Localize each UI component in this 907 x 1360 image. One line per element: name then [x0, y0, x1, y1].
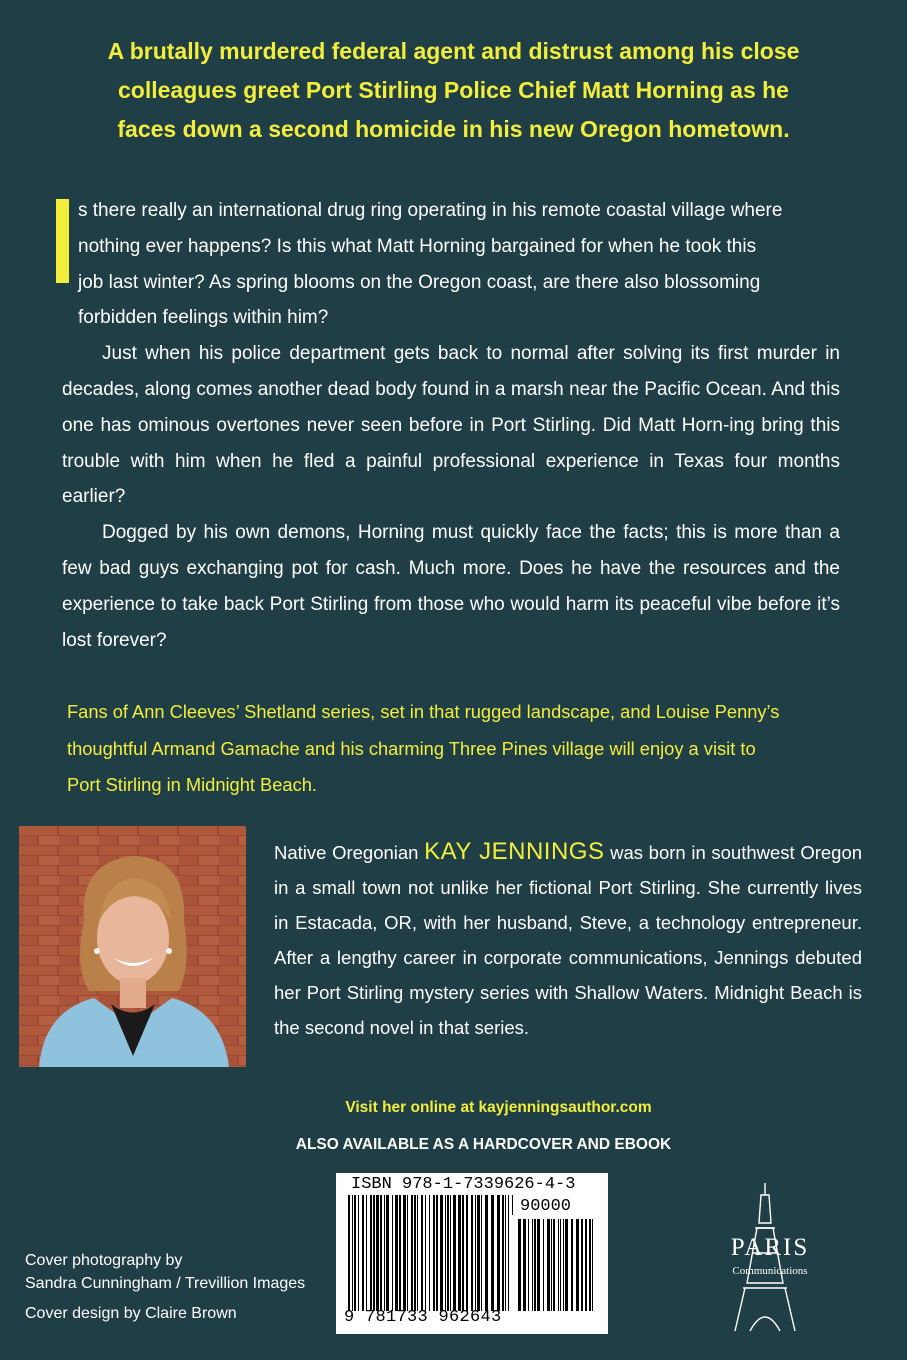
comparison-blurb	[67, 694, 857, 804]
author-website: Visit her online at kayjenningsauthor.com	[345, 1099, 652, 1116]
synopsis-line: s there really an international drug ring operating in his remote coastal village where	[78, 200, 783, 221]
blurb-line: thoughtful Armand Gamache and his charming Three Pines village will enjoy a visit to	[67, 737, 756, 759]
author-name: KAY JENNINGS	[424, 838, 605, 865]
synopsis	[62, 193, 840, 658]
synopsis-line: forbidden feelings within him?	[78, 307, 329, 329]
credit-line: Cover photography by	[25, 1252, 183, 1269]
blurb-line: Port Stirling in Midnight Beach.	[67, 774, 317, 795]
synopsis-paragraph-2: Just when his police department gets back to normal after solving its first murder in decades, along comes another dead body found in a marsh near the Pacific Ocean. And this one has ominous overtones never seen before in Port Stirling. Did Matt Horn-ing bring this trouble with him when he fled a painful professional experience in Texas four months earlier?	[62, 343, 840, 508]
synopsis-paragraph-1	[62, 193, 840, 336]
formats-note: ALSO AVAILABLE AS A HARDCOVER AND EBOOK	[295, 1136, 672, 1153]
drop-cap-bar	[56, 199, 69, 283]
publisher-logo	[705, 1183, 825, 1333]
headline-line: A brutally murdered federal agent and distrust among his close	[107, 38, 800, 64]
isbn-text: ISBN 978-1-7339626-4-3	[351, 1175, 576, 1194]
headline-line: colleagues greet Port Stirling Police Chief Matt Horning as he	[118, 77, 789, 103]
publisher-subtitle: Communications	[732, 1265, 808, 1277]
bio-prefix: Native Oregonian	[274, 842, 419, 863]
author-photo	[19, 826, 246, 1067]
barcode-digits: 9 781733 962643	[344, 1308, 502, 1327]
synopsis-paragraph-3: Dogged by his own demons, Horning must quickly face the facts; this is more than a few bad guys exchanging pot for cash. Much more. Does he have the resources and the experience to take back Port Stirling from those who would harm its peaceful vibe before it’s lost forever?	[62, 522, 840, 651]
synopsis-line: job last winter? As spring blooms on the Oregon coast, are there also blossoming	[78, 271, 761, 293]
synopsis-line: nothing ever happens? Is this what Matt Horning bargained for when he took this	[78, 235, 757, 257]
credit-line: Cover design by Claire Brown	[25, 1305, 237, 1322]
bio-text: was born in southwest Oregon in a small town not unlike her fictional Port Stirling. She currently lives in Estacada, OR, with her husband, Steve, a technology entrepreneur. After a lengthy career in corporate communications, Jennings debuted her Port Stirling mystery series with Shallow Waters. Midnight Beach is the second novel in that series.	[274, 842, 863, 1038]
headline-line: faces down a second homicide in his new Oregon hometown.	[117, 116, 790, 142]
price-code: 90000	[520, 1197, 572, 1216]
isbn-barcode	[336, 1173, 608, 1334]
cover-credits	[25, 1250, 305, 1326]
publisher-name: PARIS	[730, 1234, 810, 1261]
headline	[40, 32, 867, 149]
blurb-line: Fans of Ann Cleeves’ Shetland series, set in that rugged landscape, and Louise Penny’s	[67, 701, 780, 722]
author-bio	[274, 834, 862, 1045]
credit-line: Sandra Cunningham / Trevillion Images	[25, 1274, 306, 1292]
